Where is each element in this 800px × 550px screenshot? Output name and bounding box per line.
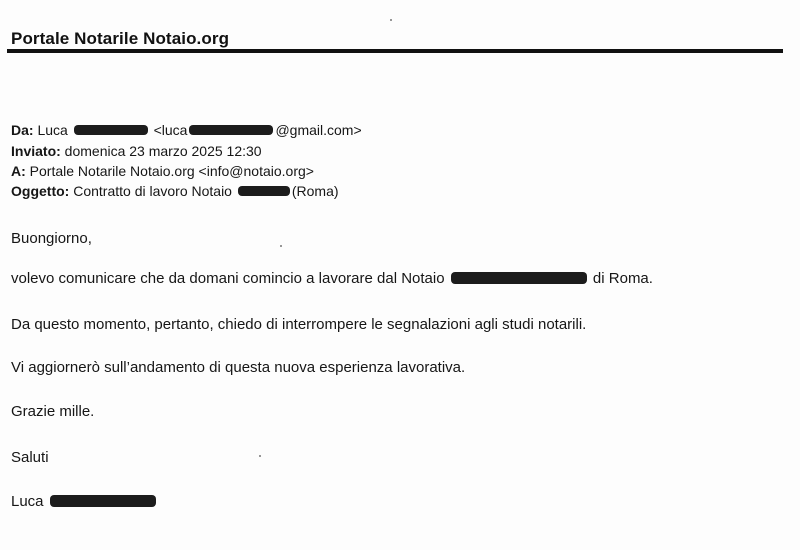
redaction-mark bbox=[50, 495, 156, 507]
to-value: Portale Notarile Notaio.org <info@notaio.org> bbox=[29, 163, 314, 179]
sent-label: Inviato: bbox=[11, 143, 61, 159]
signature-name: Luca bbox=[11, 493, 44, 510]
body-line-1-suffix: di Roma. bbox=[592, 270, 653, 287]
closing-line: Saluti bbox=[11, 449, 49, 466]
subject-prefix: Contratto di lavoro Notaio bbox=[73, 183, 232, 199]
from-line bbox=[11, 122, 362, 138]
body-line-3: Vi aggiornerò sull’andamento di questa nuova esperienza lavorativa. bbox=[11, 359, 466, 376]
to-label: A: bbox=[11, 163, 26, 179]
sent-value: domenica 23 marzo 2025 12:30 bbox=[64, 143, 262, 159]
to-line bbox=[11, 163, 314, 179]
thanks-line: Grazie mille. bbox=[11, 403, 95, 420]
redaction-mark bbox=[238, 186, 290, 196]
scan-speck bbox=[280, 245, 282, 247]
body-line-1-prefix: volevo comunicare che da domani comincio a lavorare dal Notaio bbox=[11, 270, 445, 287]
redaction-mark bbox=[451, 272, 587, 284]
from-email-prefix: <luca bbox=[153, 122, 188, 138]
greeting: Buongiorno, bbox=[11, 230, 92, 247]
subject-label: Oggetto: bbox=[11, 183, 70, 199]
title-divider bbox=[7, 49, 783, 53]
subject-line bbox=[11, 183, 339, 199]
redaction-mark bbox=[74, 125, 148, 135]
subject-suffix: (Roma) bbox=[291, 183, 339, 199]
body-line-2: Da questo momento, pertanto, chiedo di interrompere le segnalazioni agli studi notarili. bbox=[11, 316, 587, 333]
scan-speck bbox=[259, 455, 261, 457]
from-email-suffix: @gmail.com> bbox=[275, 122, 362, 138]
redaction-mark bbox=[189, 125, 273, 135]
from-label: Da: bbox=[11, 122, 34, 138]
body-line-1 bbox=[11, 270, 653, 287]
scan-speck bbox=[390, 19, 392, 21]
signature-line bbox=[11, 493, 158, 510]
from-name: Luca bbox=[37, 122, 68, 138]
document-title: Portale Notarile Notaio.org bbox=[11, 29, 230, 48]
sent-line bbox=[11, 143, 262, 159]
